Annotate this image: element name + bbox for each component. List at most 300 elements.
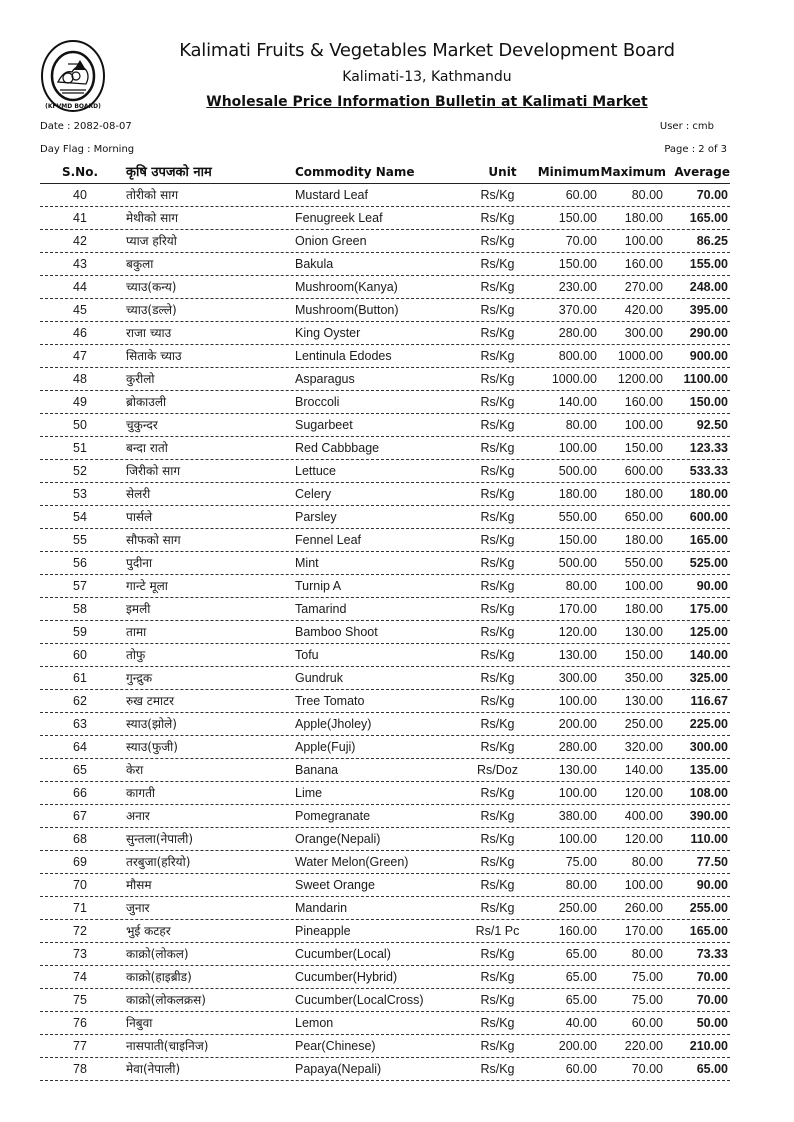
row-maximum: 60.00	[631, 1016, 663, 1030]
row-unit: Rs/Kg	[480, 257, 515, 271]
row-minimum: 500.00	[558, 464, 597, 478]
row-maximum: 1000.00	[617, 349, 663, 363]
row-commodity-name: Broccoli	[295, 395, 340, 409]
row-minimum: 40.00	[565, 1016, 597, 1030]
row-sno: 51	[73, 441, 87, 455]
table-row	[40, 391, 730, 414]
row-commodity-name: Red Cabbbage	[295, 441, 380, 455]
row-minimum: 230.00	[558, 280, 597, 294]
row-nepali-name: काक्रो(हाइब्रीड)	[126, 970, 192, 984]
table-row	[40, 322, 730, 345]
table-row	[40, 644, 730, 667]
row-unit: Rs/Kg	[480, 947, 515, 961]
row-commodity-name: King Oyster	[295, 326, 361, 340]
row-average: 70.00	[696, 188, 728, 202]
table-row	[40, 253, 730, 276]
row-maximum: 160.00	[624, 257, 663, 271]
row-nepali-name: काक्रो(लोकल)	[126, 947, 189, 961]
row-nepali-name: सौफको साग	[126, 533, 181, 547]
row-maximum: 300.00	[624, 326, 663, 340]
row-commodity-name: Asparagus	[295, 372, 355, 386]
row-nepali-name: रुख टमाटर	[126, 694, 175, 708]
row-unit: Rs/Kg	[480, 832, 515, 846]
row-nepali-name: बन्दा रातो	[126, 441, 168, 455]
row-sno: 70	[73, 878, 87, 892]
row-minimum: 120.00	[558, 625, 597, 639]
row-minimum: 250.00	[558, 901, 597, 915]
row-average: 900.00	[689, 349, 728, 363]
col-header-unit: Unit	[488, 165, 517, 179]
row-commodity-name: Gundruk	[295, 671, 343, 685]
row-minimum: 65.00	[565, 993, 597, 1007]
row-nepali-name: जिरीको साग	[126, 464, 181, 478]
row-commodity-name: Apple(Jholey)	[295, 717, 372, 731]
row-sno: 56	[73, 556, 87, 570]
table-row	[40, 437, 730, 460]
row-commodity-name: Tree Tomato	[295, 694, 365, 708]
row-nepali-name: सुन्तला(नेपाली)	[126, 832, 194, 846]
row-average: 77.50	[696, 855, 728, 869]
col-header-commodity-name: Commodity Name	[295, 165, 415, 179]
row-nepali-name: स्याउ(फुजी)	[126, 740, 178, 754]
row-average: 90.00	[696, 878, 728, 892]
row-commodity-name: Sweet Orange	[295, 878, 375, 892]
row-unit: Rs/Kg	[480, 441, 515, 455]
row-commodity-name: Pomegranate	[295, 809, 371, 823]
row-average: 92.50	[696, 418, 728, 432]
row-nepali-name: च्याउ(डल्ले)	[126, 303, 177, 317]
row-average: 255.00	[689, 901, 728, 915]
row-unit: Rs/Kg	[480, 487, 515, 501]
row-sno: 69	[73, 855, 87, 869]
row-minimum: 100.00	[558, 694, 597, 708]
row-minimum: 150.00	[558, 211, 597, 225]
row-average: 90.00	[696, 579, 728, 593]
row-minimum: 550.00	[558, 510, 597, 524]
row-minimum: 500.00	[558, 556, 597, 570]
row-unit: Rs/Kg	[480, 740, 515, 754]
row-nepali-name: निबुवा	[126, 1016, 153, 1030]
row-nepali-name: केरा	[126, 763, 144, 777]
row-sno: 58	[73, 602, 87, 616]
row-nepali-name: स्याउ(झोले)	[126, 717, 177, 731]
row-nepali-name: राजा च्याउ	[126, 326, 172, 340]
row-maximum: 70.00	[631, 1062, 663, 1076]
row-nepali-name: पार्सले	[126, 510, 153, 524]
row-minimum: 80.00	[565, 418, 597, 432]
row-minimum: 370.00	[558, 303, 597, 317]
row-unit: Rs/Kg	[480, 303, 515, 317]
report-date: Date : 2082-08-07	[40, 121, 132, 132]
table-row	[40, 782, 730, 805]
row-commodity-name: Fenugreek Leaf	[295, 211, 383, 225]
row-minimum: 150.00	[558, 533, 597, 547]
table-row	[40, 851, 730, 874]
row-minimum: 75.00	[565, 855, 597, 869]
table-row	[40, 552, 730, 575]
row-minimum: 170.00	[558, 602, 597, 616]
table-header	[40, 162, 730, 184]
row-sno: 68	[73, 832, 87, 846]
table-row	[40, 207, 730, 230]
row-average: 395.00	[689, 303, 728, 317]
table-row	[40, 230, 730, 253]
row-nepali-name: बकुला	[126, 257, 154, 271]
row-maximum: 260.00	[624, 901, 663, 915]
row-commodity-name: Mustard Leaf	[295, 188, 368, 202]
row-nepali-name: तोरीको साग	[126, 188, 179, 202]
row-average: 165.00	[689, 533, 728, 547]
row-commodity-name: Lime	[295, 786, 323, 800]
row-commodity-name: Tofu	[295, 648, 319, 662]
table-row	[40, 1035, 730, 1058]
table-row	[40, 897, 730, 920]
table-row	[40, 621, 730, 644]
row-average: 116.67	[690, 694, 728, 708]
row-maximum: 420.00	[624, 303, 663, 317]
row-commodity-name: Mandarin	[295, 901, 348, 915]
row-maximum: 100.00	[624, 234, 663, 248]
row-unit: Rs/Kg	[480, 648, 515, 662]
row-nepali-name: ब्रोकाउली	[126, 395, 167, 409]
row-minimum: 1000.00	[551, 372, 597, 386]
table-row	[40, 920, 730, 943]
row-maximum: 600.00	[624, 464, 663, 478]
row-maximum: 250.00	[624, 717, 663, 731]
row-unit: Rs/Kg	[480, 1016, 515, 1030]
row-commodity-name: Onion Green	[295, 234, 367, 248]
row-commodity-name: Turnip A	[295, 579, 342, 593]
table-row	[40, 184, 730, 207]
row-unit: Rs/Kg	[480, 717, 515, 731]
price-table	[40, 162, 730, 1081]
row-average: 108.00	[689, 786, 728, 800]
row-commodity-name: Banana	[295, 763, 339, 777]
row-sno: 60	[73, 648, 87, 662]
row-nepali-name: काक्रो(लोकलक्रस)	[126, 993, 206, 1007]
row-average: 110.00	[690, 832, 728, 846]
row-minimum: 200.00	[558, 717, 597, 731]
row-commodity-name: Mushroom(Button)	[295, 303, 399, 317]
row-minimum: 280.00	[558, 326, 597, 340]
row-maximum: 170.00	[624, 924, 663, 938]
row-maximum: 180.00	[624, 602, 663, 616]
day-flag: Day Flag : Morning	[40, 144, 135, 155]
row-maximum: 550.00	[624, 556, 663, 570]
row-nepali-name: सेलरी	[126, 487, 151, 501]
row-sno: 57	[73, 579, 87, 593]
row-minimum: 100.00	[558, 441, 597, 455]
row-sno: 49	[73, 395, 87, 409]
row-unit: Rs/Kg	[480, 579, 515, 593]
row-maximum: 100.00	[624, 418, 663, 432]
row-unit: Rs/Kg	[480, 234, 515, 248]
row-commodity-name: Pineapple	[295, 924, 351, 938]
table-row	[40, 989, 730, 1012]
row-nepali-name: नासपाती(चाइनिज)	[126, 1039, 209, 1053]
logo-caption: (KFVMD BOARD)	[45, 103, 101, 110]
row-unit: Rs/Kg	[480, 602, 515, 616]
row-unit: Rs/Kg	[480, 556, 515, 570]
table-row	[40, 299, 730, 322]
row-unit: Rs/Kg	[480, 625, 515, 639]
row-sno: 40	[73, 188, 87, 202]
row-nepali-name: तोफु	[126, 648, 146, 662]
row-unit: Rs/Kg	[480, 809, 515, 823]
row-sno: 59	[73, 625, 87, 639]
row-unit: Rs/Kg	[480, 211, 515, 225]
row-minimum: 80.00	[565, 878, 597, 892]
row-minimum: 150.00	[558, 257, 597, 271]
row-sno: 76	[73, 1016, 87, 1030]
row-nepali-name: मौसम	[126, 878, 152, 892]
row-unit: Rs/Kg	[480, 671, 515, 685]
row-unit: Rs/Kg	[480, 372, 515, 386]
row-unit: Rs/Kg	[480, 993, 515, 1007]
row-average: 180.00	[689, 487, 728, 501]
row-sno: 55	[73, 533, 87, 547]
row-minimum: 70.00	[565, 234, 597, 248]
row-sno: 71	[73, 901, 87, 915]
row-sno: 48	[73, 372, 87, 386]
row-unit: Rs/1 Pc	[475, 924, 520, 938]
row-minimum: 160.00	[558, 924, 597, 938]
row-unit: Rs/Kg	[480, 349, 515, 363]
row-nepali-name: पुदीना	[126, 556, 153, 570]
row-minimum: 100.00	[558, 786, 597, 800]
row-average: 1100.00	[683, 372, 728, 386]
row-average: 135.00	[689, 763, 728, 777]
row-sno: 62	[73, 694, 87, 708]
row-sno: 77	[73, 1039, 87, 1053]
row-nepali-name: च्याउ(कन्य)	[126, 280, 177, 294]
row-maximum: 120.00	[624, 832, 663, 846]
row-maximum: 650.00	[624, 510, 663, 524]
row-minimum: 130.00	[558, 648, 597, 662]
row-commodity-name: Sugarbeet	[295, 418, 353, 432]
row-average: 325.00	[689, 671, 728, 685]
row-maximum: 150.00	[624, 441, 663, 455]
row-maximum: 100.00	[624, 579, 663, 593]
row-commodity-name: Mint	[295, 556, 319, 570]
row-commodity-name: Orange(Nepali)	[295, 832, 381, 846]
row-sno: 64	[73, 740, 87, 754]
col-header-nepali-name: कृषि उपजको नाम	[126, 165, 212, 180]
row-average: 140.00	[689, 648, 728, 662]
row-average: 155.00	[689, 257, 728, 271]
row-minimum: 300.00	[558, 671, 597, 685]
row-sno: 53	[73, 487, 87, 501]
row-nepali-name: प्याज हरियो	[126, 234, 177, 248]
row-commodity-name: Cucumber(Local)	[295, 947, 391, 961]
row-commodity-name: Celery	[295, 487, 332, 501]
row-maximum: 220.00	[624, 1039, 663, 1053]
row-maximum: 180.00	[624, 533, 663, 547]
row-unit: Rs/Kg	[480, 1039, 515, 1053]
row-minimum: 380.00	[558, 809, 597, 823]
row-minimum: 140.00	[558, 395, 597, 409]
row-average: 165.00	[689, 211, 728, 225]
row-average: 600.00	[689, 510, 728, 524]
table-row	[40, 414, 730, 437]
row-average: 175.00	[689, 602, 728, 616]
row-sno: 65	[73, 763, 87, 777]
row-maximum: 160.00	[624, 395, 663, 409]
page-indicator: Page : 2 of 3	[664, 144, 727, 155]
row-sno: 46	[73, 326, 87, 340]
row-nepali-name: सिताके च्याउ	[126, 349, 182, 363]
row-average: 248.00	[689, 280, 728, 294]
table-row	[40, 598, 730, 621]
table-row	[40, 483, 730, 506]
table-row	[40, 759, 730, 782]
row-minimum: 200.00	[558, 1039, 597, 1053]
row-unit: Rs/Kg	[480, 533, 515, 547]
col-header-maximum: Maximum	[600, 165, 666, 179]
row-nepali-name: मेथीको साग	[126, 211, 179, 225]
row-commodity-name: Lettuce	[295, 464, 337, 478]
row-average: 210.00	[689, 1039, 728, 1053]
row-maximum: 100.00	[624, 878, 663, 892]
row-average: 70.00	[696, 993, 728, 1007]
table-row	[40, 966, 730, 989]
row-sno: 44	[73, 280, 87, 294]
row-commodity-name: Parsley	[295, 510, 337, 524]
row-unit: Rs/Kg	[480, 855, 515, 869]
row-maximum: 130.00	[624, 625, 663, 639]
table-row	[40, 276, 730, 299]
row-maximum: 270.00	[624, 280, 663, 294]
table-row	[40, 667, 730, 690]
row-commodity-name: Bakula	[295, 257, 334, 271]
row-maximum: 180.00	[624, 487, 663, 501]
row-average: 50.00	[696, 1016, 728, 1030]
row-commodity-name: Water Melon(Green)	[295, 855, 409, 869]
table-row	[40, 529, 730, 552]
col-header-average: Average	[674, 165, 730, 179]
row-minimum: 100.00	[558, 832, 597, 846]
table-row	[40, 736, 730, 759]
table-body	[40, 184, 730, 1081]
row-unit: Rs/Kg	[480, 878, 515, 892]
row-minimum: 60.00	[565, 188, 597, 202]
row-commodity-name: Cucumber(Hybrid)	[295, 970, 398, 984]
row-commodity-name: Bamboo Shoot	[295, 625, 378, 639]
row-unit: Rs/Kg	[480, 188, 515, 202]
row-sno: 74	[73, 970, 87, 984]
row-sno: 45	[73, 303, 87, 317]
row-commodity-name: Papaya(Nepali)	[295, 1062, 382, 1076]
row-unit: Rs/Kg	[480, 510, 515, 524]
row-minimum: 180.00	[558, 487, 597, 501]
row-nepali-name: भुई कटहर	[126, 924, 171, 938]
row-commodity-name: Cucumber(LocalCross)	[295, 993, 424, 1007]
table-row	[40, 1012, 730, 1035]
table-row	[40, 805, 730, 828]
row-average: 125.00	[689, 625, 728, 639]
row-maximum: 80.00	[631, 855, 663, 869]
table-row	[40, 828, 730, 851]
bulletin-title: Wholesale Price Information Bulletin at Kalimati Market	[206, 94, 648, 110]
row-nepali-name: मेवा(नेपाली)	[126, 1062, 181, 1076]
col-header-minimum: Minimum	[537, 165, 600, 179]
row-unit: Rs/Kg	[480, 280, 515, 294]
row-average: 123.33	[689, 441, 728, 455]
row-sno: 66	[73, 786, 87, 800]
table-row	[40, 690, 730, 713]
row-commodity-name: Tamarind	[295, 602, 347, 616]
row-nepali-name: गुन्द्रुक	[126, 671, 153, 685]
row-average: 300.00	[689, 740, 728, 754]
row-maximum: 75.00	[631, 970, 663, 984]
row-unit: Rs/Kg	[480, 694, 515, 708]
row-unit: Rs/Kg	[480, 326, 515, 340]
row-maximum: 120.00	[624, 786, 663, 800]
row-maximum: 80.00	[631, 188, 663, 202]
report-user: User : cmb	[659, 121, 714, 132]
row-unit: Rs/Kg	[480, 901, 515, 915]
row-nepali-name: अनार	[126, 809, 150, 823]
row-average: 73.33	[696, 947, 728, 961]
row-sno: 63	[73, 717, 87, 731]
table-row	[40, 943, 730, 966]
row-nepali-name: तरबुजा(हरियो)	[126, 855, 191, 869]
table-row	[40, 874, 730, 897]
row-average: 525.00	[689, 556, 728, 570]
board-address: Kalimati-13, Kathmandu	[342, 69, 512, 85]
row-maximum: 140.00	[624, 763, 663, 777]
row-commodity-name: Fennel Leaf	[295, 533, 362, 547]
row-unit: Rs/Kg	[480, 464, 515, 478]
table-row	[40, 575, 730, 598]
row-sno: 52	[73, 464, 87, 478]
row-maximum: 350.00	[624, 671, 663, 685]
row-maximum: 1200.00	[617, 372, 663, 386]
row-sno: 43	[73, 257, 87, 271]
row-maximum: 130.00	[624, 694, 663, 708]
row-nepali-name: चुकुन्दर	[126, 418, 158, 432]
row-sno: 75	[73, 993, 87, 1007]
row-sno: 41	[73, 211, 87, 225]
row-average: 225.00	[689, 717, 728, 731]
row-commodity-name: Apple(Fuji)	[295, 740, 356, 754]
row-maximum: 150.00	[624, 648, 663, 662]
row-average: 86.25	[696, 234, 728, 248]
table-row	[40, 506, 730, 529]
board-title: Kalimati Fruits & Vegetables Market Development Board	[179, 40, 675, 61]
row-maximum: 75.00	[631, 993, 663, 1007]
row-average: 70.00	[696, 970, 728, 984]
row-minimum: 65.00	[565, 970, 597, 984]
row-maximum: 400.00	[624, 809, 663, 823]
row-unit: Rs/Kg	[480, 786, 515, 800]
row-commodity-name: Mushroom(Kanya)	[295, 280, 398, 294]
table-row	[40, 713, 730, 736]
row-minimum: 80.00	[565, 579, 597, 593]
row-unit: Rs/Doz	[477, 763, 518, 777]
row-average: 65.00	[696, 1062, 728, 1076]
table-row	[40, 345, 730, 368]
row-maximum: 180.00	[624, 211, 663, 225]
row-average: 165.00	[689, 924, 728, 938]
row-unit: Rs/Kg	[480, 418, 515, 432]
row-commodity-name: Pear(Chinese)	[295, 1039, 376, 1053]
row-sno: 42	[73, 234, 87, 248]
row-nepali-name: गान्टे मूला	[126, 579, 168, 593]
row-unit: Rs/Kg	[480, 970, 515, 984]
row-maximum: 80.00	[631, 947, 663, 961]
row-sno: 72	[73, 924, 87, 938]
